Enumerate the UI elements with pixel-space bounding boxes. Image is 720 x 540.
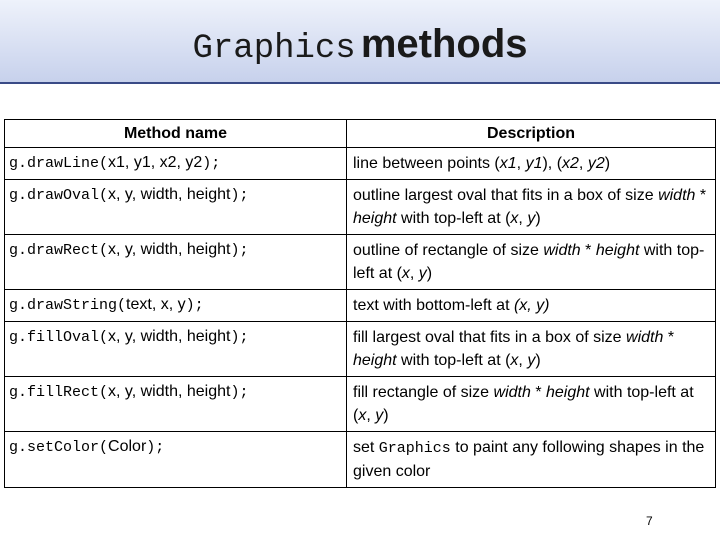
title-code: Graphics (192, 30, 356, 68)
method-args: x, y, width, height (108, 186, 231, 203)
table-row (5, 235, 716, 290)
method-prefix: g.fillRect( (9, 384, 109, 401)
method-suffix: ); (146, 439, 165, 456)
description-segment: outline of rectangle of size (353, 242, 544, 259)
description-cell (347, 322, 716, 377)
description-segment: y (527, 210, 536, 227)
description-segment: with top-left at ( (353, 384, 694, 424)
description-segment: height (546, 384, 590, 401)
description-segment: * (663, 329, 675, 346)
method-cell (5, 377, 347, 432)
method-prefix: g.drawRect( (9, 242, 109, 259)
method-suffix: ); (230, 187, 249, 204)
description-segment: ) (383, 407, 389, 424)
description-segment: Graphics (378, 440, 451, 457)
method-prefix: g.drawLine( (9, 155, 109, 172)
description-segment: set (353, 439, 379, 456)
description-segment: , (578, 155, 588, 172)
description-segment: fill largest oval that fits in a box of size (353, 329, 627, 346)
method-cell (5, 180, 347, 235)
method-args: x1, y1, x2, y2 (108, 154, 203, 171)
description-segment: y2 (587, 155, 605, 172)
method-suffix: ); (202, 155, 221, 172)
method-cell (5, 290, 347, 322)
method-prefix: g.fillOval( (9, 329, 109, 346)
description-segment: , (518, 352, 528, 369)
description-segment: x2 (562, 155, 579, 172)
method-cell (5, 148, 347, 180)
description-segment: ) (535, 210, 541, 227)
method-args: x, y, width, height (108, 383, 231, 400)
header-row (5, 120, 716, 148)
method-prefix: g.drawString( (9, 297, 127, 314)
description-segment: x1 (499, 155, 517, 172)
description-segment: y (527, 352, 536, 369)
method-args: Color (108, 438, 147, 455)
description-segment: height (353, 210, 397, 227)
description-segment: , (366, 407, 376, 424)
description-segment: * (530, 384, 546, 401)
description-segment: ) (535, 352, 541, 369)
method-cell (5, 432, 347, 488)
method-args: x, y, width, height (108, 241, 231, 258)
description-segment: width (493, 384, 531, 401)
description-segment: , (516, 155, 526, 172)
description-segment: , (518, 210, 528, 227)
method-suffix: ); (185, 297, 204, 314)
methods-table (4, 119, 716, 488)
slide-title (192, 22, 527, 68)
method-suffix: ); (230, 242, 249, 259)
header-description: Description (347, 120, 716, 148)
description-segment: height (353, 352, 397, 369)
method-suffix: ); (230, 329, 249, 346)
description-segment: x (358, 407, 367, 424)
description-segment: * (580, 242, 596, 259)
method-args: x, y, width, height (108, 328, 231, 345)
method-cell (5, 322, 347, 377)
description-cell (347, 377, 716, 432)
method-cell (5, 235, 347, 290)
description-segment: outline largest oval that fits in a box of size (353, 187, 659, 204)
title-text: methods (360, 22, 528, 66)
description-segment: ) (426, 265, 433, 282)
description-segment: x (401, 265, 410, 282)
description-segment: y (418, 265, 427, 282)
method-suffix: ); (230, 384, 249, 401)
description-segment: (x, y) (513, 297, 550, 314)
description-segment: , (409, 265, 419, 282)
description-segment: with top-left at ( (396, 352, 511, 369)
table-row (5, 148, 716, 180)
description-segment: fill rectangle of size (353, 384, 494, 401)
title-bar (0, 0, 720, 84)
table-row (5, 432, 716, 488)
header-method-name: Method name (5, 120, 347, 148)
method-prefix: g.setColor( (9, 439, 109, 456)
description-segment: with top-left at ( (353, 242, 705, 282)
page-number: 7 (646, 514, 653, 528)
table-row (5, 377, 716, 432)
description-segment: text with bottom-left at (353, 297, 514, 314)
description-cell (347, 290, 716, 322)
description-segment: y (375, 407, 384, 424)
description-segment: to paint any following shapes in the given color (353, 439, 705, 480)
method-args: text, x, y (126, 296, 186, 313)
description-cell (347, 148, 716, 180)
description-segment: x (510, 352, 519, 369)
method-prefix: g.drawOval( (9, 187, 109, 204)
description-segment: width (626, 329, 664, 346)
description-segment: * (695, 187, 707, 204)
description-cell (347, 235, 716, 290)
description-segment: ), ( (542, 155, 563, 172)
description-segment: width (658, 187, 696, 204)
description-segment: line between points ( (353, 155, 500, 172)
table-row (5, 180, 716, 235)
table-body (5, 148, 716, 488)
description-segment: x (510, 210, 519, 227)
table-row (5, 322, 716, 377)
description-cell (347, 180, 716, 235)
description-segment: y1 (525, 155, 543, 172)
description-segment: with top-left at ( (396, 210, 511, 227)
description-segment: height (595, 242, 640, 259)
description-segment: width (543, 242, 581, 259)
table-row (5, 290, 716, 322)
description-cell (347, 432, 716, 488)
description-segment: ) (604, 155, 611, 172)
